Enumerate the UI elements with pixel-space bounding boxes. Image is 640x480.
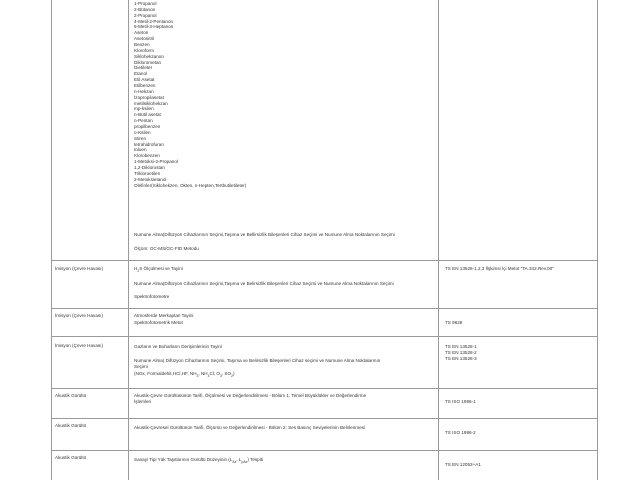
list-item: 2-Propanol <box>134 12 157 18</box>
standard-cell: TS 9628 <box>445 320 463 325</box>
list-item: Asetonitril <box>134 36 155 42</box>
method-title: Akustik-Çevresel Gürültünün Tarifi, Ölçümü ve Değerlendirilmesi - Bölüm 2: Ses Basınç Seviyelerinin Belirlenmesi <box>134 425 365 430</box>
method-text: Ölçüm: GC-MS/GC-FID Metodu <box>134 246 199 251</box>
table-border-right <box>597 0 598 480</box>
category-cell: İmisyon (Çevre Havası) <box>55 343 103 348</box>
list-item: Etil Asetat <box>134 77 155 83</box>
list-item: Etilbenzen <box>134 83 156 89</box>
row-divider <box>51 308 598 309</box>
standard-cell: TS EN 13528-2 <box>445 350 477 355</box>
list-item: mp-ksilen <box>134 106 154 112</box>
list-item: Trikloroetilen <box>134 170 161 176</box>
standard-cell: TS EN 12053+A1 <box>445 462 481 467</box>
list-item: 1-Metoksi-2-Propanol <box>134 159 178 165</box>
row-divider <box>51 336 598 337</box>
row-divider <box>51 260 598 261</box>
method-title: Akustik-Çevre Gürültüsünün Tarifi, Ölçülmesi ve Değerlendirilmesi - Bölüm 1: Temel Büyüklükler ve Değerlendirme <box>134 393 367 398</box>
param-part: Cl, O <box>209 371 220 376</box>
row-divider <box>51 388 598 389</box>
category-cell: Akustik Gürültü <box>55 455 87 460</box>
row-divider <box>51 450 598 451</box>
list-item: Klorobenzen <box>134 153 160 159</box>
method-title <box>134 457 263 463</box>
list-item: o-Ksilen <box>134 129 151 135</box>
list-item: Stiren <box>134 135 147 141</box>
list-item: Diklorometan <box>134 59 162 65</box>
list-item: n-Hekzan <box>134 88 154 94</box>
param-part: ) <box>232 371 235 376</box>
list-item: Etanol <box>134 71 148 77</box>
param-subscript: 3 <box>219 373 222 378</box>
title-part: Sanayi Tipi Yük Taşıtlarının Gürültü Düzeyinin (L <box>134 457 233 462</box>
title-subscript: pAx <box>241 459 248 464</box>
list-item: 2-Bütanon <box>134 6 156 12</box>
list-item: Siklohekzanon <box>134 53 164 59</box>
column-divider-1 <box>128 0 129 480</box>
standard-cell: TS EN 13528-1 <box>445 344 477 349</box>
standard-cell: TS ISO 1996-2 <box>445 430 476 435</box>
title-part: , L <box>236 457 242 462</box>
param-part: (NOx, Formaldehit,HCl,HF, NH <box>134 371 197 376</box>
list-item: toluen <box>134 147 147 153</box>
method-text: Spektrofotometre <box>134 294 170 299</box>
title-part: S Ölçülmesi ve Tayini <box>139 266 183 271</box>
param-part: , NH <box>198 371 208 376</box>
list-item: tetrahidrofuran <box>134 141 164 147</box>
list-item: metilsiklohekzan <box>134 100 168 106</box>
list-item: 2-Metoksietanol <box>134 176 167 182</box>
title-part: H <box>134 266 138 271</box>
method-text: Spektrofotometrik Metot <box>134 320 183 325</box>
list-item: Dietileter <box>134 65 153 71</box>
list-item: 1-Propanol <box>134 1 157 6</box>
title-subscript: 2 <box>137 268 140 273</box>
method-title: Gazların ve Buharların Derişimlerinin Tayini <box>134 344 222 349</box>
list-item: Aseton <box>134 30 149 36</box>
category-cell: İmisyon (Çevre Havası) <box>55 266 103 271</box>
list-item: propilbenzen <box>134 124 161 130</box>
table-border-left <box>51 0 52 480</box>
method-title <box>134 266 183 272</box>
standard-cell: TS EN 13528-3 <box>445 356 477 361</box>
list-item: n-Bütil asetat <box>134 112 161 118</box>
sampling-text: Numune Alma(Difüzyon Cihazlarının Seçimi,Taşıma ve Belirsizlik Bileşenleri Cihaz Seçimi ve Numune Alma Noktalarının Seçimi <box>134 281 394 286</box>
title-subscript: Ax <box>232 459 237 464</box>
standard-cell: TS EN 13528-1,2,3 İlşkimsi İçi Metot "TA.342.Rev.00" <box>445 266 554 271</box>
sampling-text: Numune Alma(Difüzyon Cihazlarının Seçimi,Taşıma ve Bellirsizlik Bileşenleri Cihaz Seçimi ve Numune Alma Noktalarının Seçimi <box>134 232 395 237</box>
category-cell: Akustik Gürültü <box>55 393 87 398</box>
list-item: Benzen <box>134 42 150 48</box>
list-item: 4-Metil-2-Pentanon <box>134 18 174 24</box>
param-subscript: 2 <box>231 373 233 378</box>
list-item: İzopropilasetat <box>134 94 164 100</box>
list-item: n-Pentan <box>134 118 153 124</box>
category-cell: Akustik Gürültü <box>55 423 87 428</box>
sampling-text-cont: Seçimi <box>134 364 148 369</box>
compound-list <box>134 1 246 189</box>
param-part: , SO <box>221 371 232 376</box>
method-title: Atmosferde Merkaptan Tayini <box>134 313 194 318</box>
category-cell: İmisyon (Çevre Havası) <box>55 313 103 318</box>
sampling-text: Numune Alma( Difüzyon Cihazlarının Seçimi, Taşıma ve Belirsizlik Bileşenleri Cihaz seçimi ve Numune Alma Noktalarının <box>134 358 381 363</box>
param-subscript: 4 <box>207 373 210 378</box>
list-item: Olefinler(Siklohekzen, Okten, n-Hepten,Tertbutiletileter) <box>134 182 247 188</box>
column-divider-2 <box>438 0 439 480</box>
list-item: 1,2-Diklorostan <box>134 165 165 171</box>
parameter-list <box>134 371 235 377</box>
row-divider <box>51 418 598 419</box>
title-part: ) Tespiti <box>247 457 264 462</box>
param-subscript: 3 <box>196 373 199 378</box>
standard-cell: TS ISO 1996-1 <box>445 399 476 404</box>
method-title-cont: İşlemleri <box>134 399 152 404</box>
list-item: 5-Metil-3-Heptanon <box>134 24 174 30</box>
list-item: Kloroform <box>134 47 154 53</box>
